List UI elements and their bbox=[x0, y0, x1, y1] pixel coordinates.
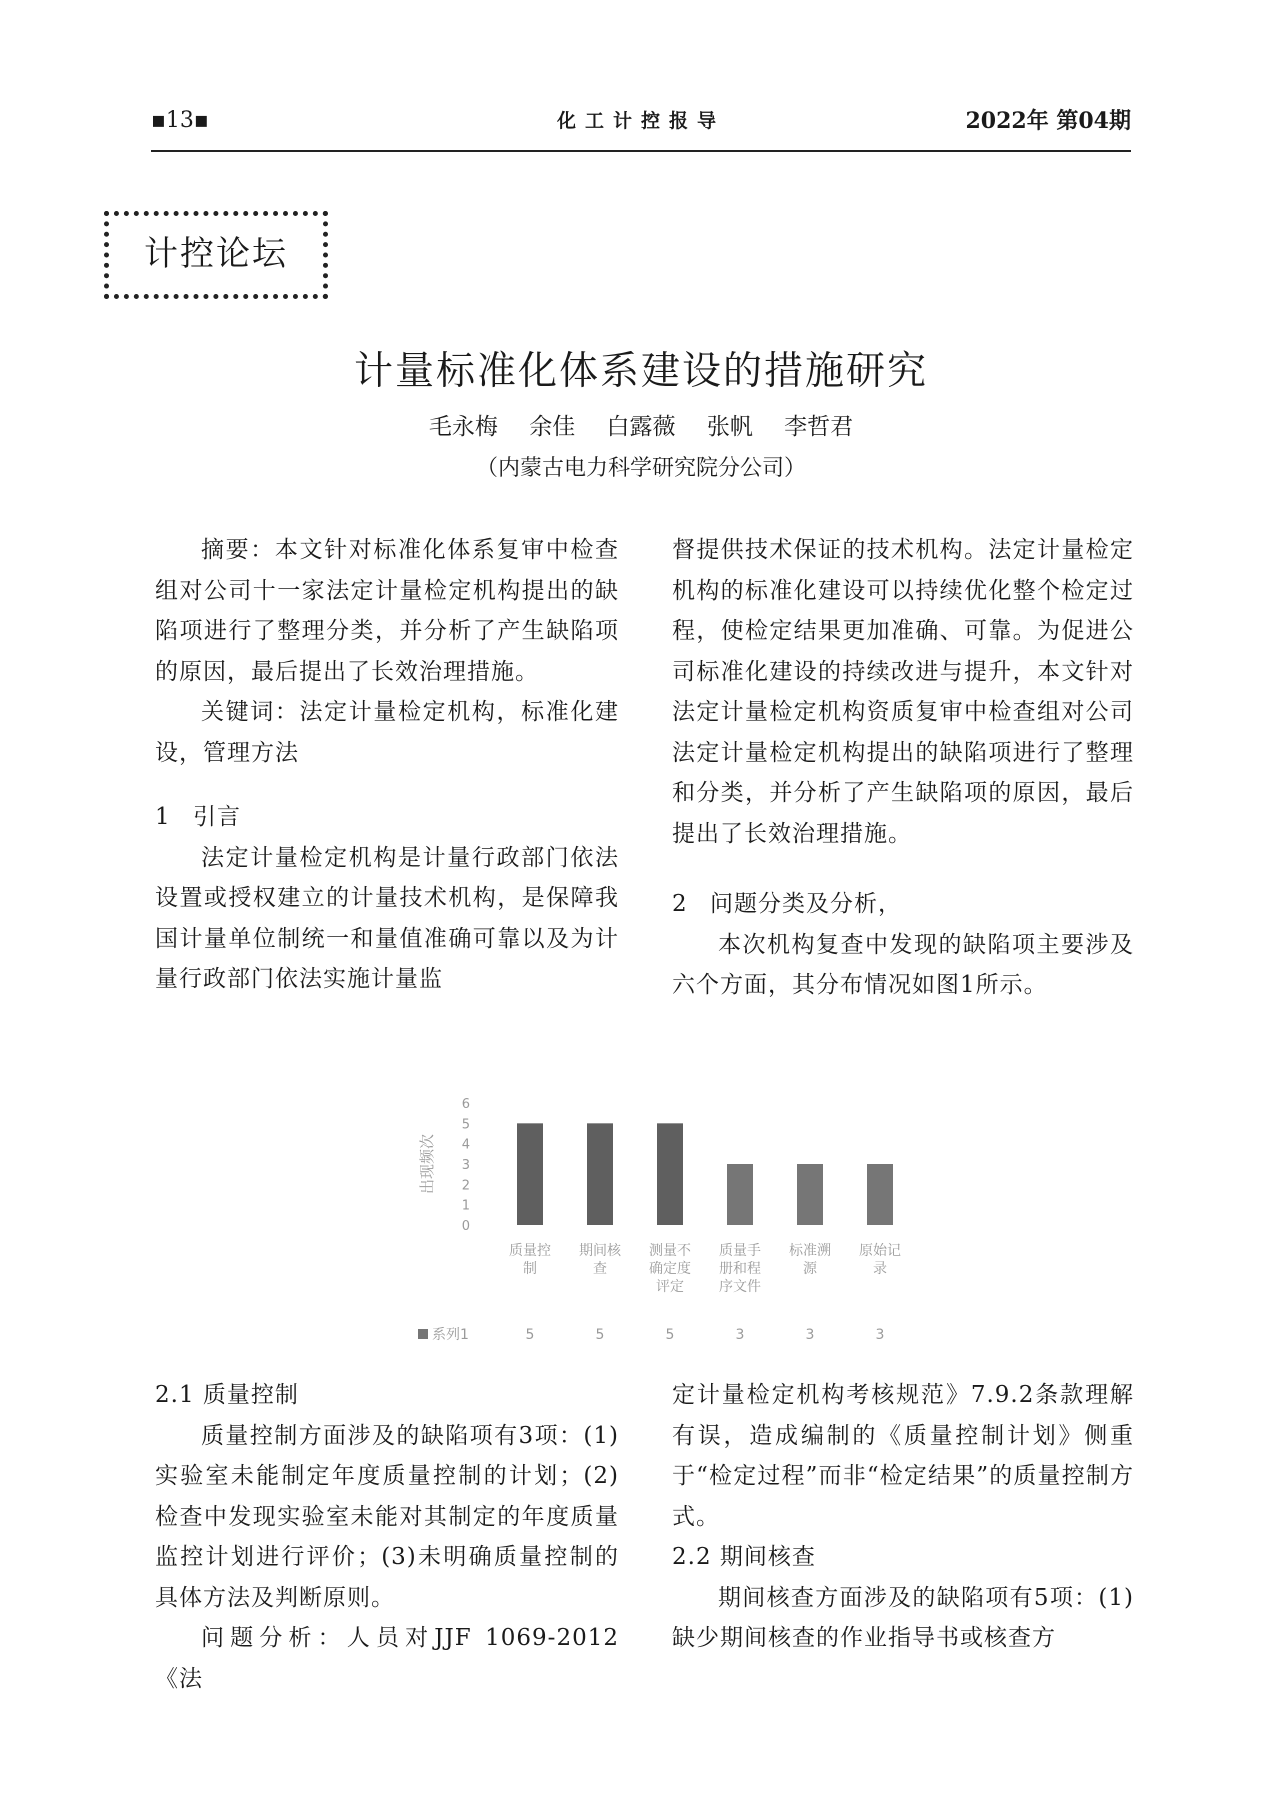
data-table-value: 3 bbox=[875, 1327, 885, 1343]
journal-name: 化工计控报导 bbox=[556, 110, 725, 132]
section-2-1-analysis: 问题分析：人员对JJF 1069-2012《法 bbox=[155, 1625, 619, 1692]
article-title: 计量标准化体系建设的措施研究 bbox=[353, 349, 928, 394]
x-tick-label: 质量手 bbox=[719, 1243, 761, 1259]
x-tick-label: 期间核 bbox=[579, 1243, 621, 1259]
author: 毛永梅 bbox=[428, 414, 498, 440]
section-1-heading: 1 引言 bbox=[155, 804, 241, 830]
x-tick-label: 质量控 bbox=[509, 1243, 551, 1259]
y-tick-label: 2 bbox=[461, 1178, 470, 1194]
section-2-paragraph: 本次机构复查中发现的缺陷项主要涉及六个方面，其分布情况如图1所示。 bbox=[672, 931, 1134, 998]
section-2-2-heading: 2.2 期间核查 bbox=[672, 1544, 816, 1570]
section-2-1-paragraph: 质量控制方面涉及的缺陷项有3项：(1)实验室未能制定年度质量控制的计划；(2)检查中发现实验室未能对其制定的年度质量监控计划进行评价；(3)未明确质量控制的具体方法及判断原则。 bbox=[155, 1422, 619, 1611]
bar-chart bbox=[410, 1095, 930, 1365]
x-tick-label: 标准溯 bbox=[789, 1243, 831, 1259]
x-tick-label: 测量不 bbox=[649, 1243, 691, 1259]
y-tick-label: 0 bbox=[461, 1219, 470, 1234]
x-tick-label: 制 bbox=[523, 1261, 537, 1277]
affiliation: （内蒙古电力科学研究院分公司） bbox=[475, 456, 806, 481]
x-tick-label: 查 bbox=[593, 1261, 607, 1277]
bar bbox=[727, 1164, 753, 1225]
data-table-value: 5 bbox=[595, 1327, 605, 1343]
x-tick-label: 序文件 bbox=[719, 1279, 761, 1295]
y-tick-label: 5 bbox=[461, 1117, 470, 1133]
legend-label: 系列1 bbox=[432, 1327, 469, 1343]
section-1-paragraph-continued: 督提供技术保证的技术机构。法定计量检定机构的标准化建设可以持续优化整个检定过程，使检定结果更加准确、可靠。为促进公司标准化建设的持续改进与提升，本文针对法定计量检定机构资质复审中检查组对公司法定计量检定机构提出的缺陷项进行了整理和分类，并分析了产生缺陷项的原因，最后提出了长效治理措施。 bbox=[672, 537, 1134, 847]
y-tick-label: 6 bbox=[461, 1097, 470, 1112]
bar bbox=[867, 1164, 893, 1225]
abstract: 摘要：本文针对标准化体系复审中检查组对公司十一家法定计量检定机构提出的缺陷项进行了整理分类，并分析了产生缺陷项的原因，最后提出了长效治理措施。 bbox=[155, 537, 619, 685]
page-number: ▪13▪ bbox=[151, 108, 209, 133]
y-tick-label: 4 bbox=[461, 1137, 470, 1153]
right-column bbox=[672, 530, 1134, 1006]
x-tick-label: 评定 bbox=[656, 1279, 684, 1295]
bar bbox=[517, 1123, 543, 1225]
issue-label: 2022年 第04期 bbox=[965, 108, 1131, 134]
header-rule bbox=[151, 150, 1131, 152]
data-table-value: 5 bbox=[665, 1327, 675, 1343]
left-column bbox=[155, 530, 619, 1000]
bar bbox=[657, 1123, 683, 1225]
data-table-value: 3 bbox=[735, 1327, 745, 1343]
x-tick-label: 原始记 bbox=[859, 1243, 901, 1259]
section-2-1-analysis-continued: 定计量检定机构考核规范》7.9.2条款理解有误，造成编制的《质量控制计划》侧重于“检定过程”而非“检定结果”的质量控制方式。 bbox=[672, 1382, 1134, 1530]
legend-swatch bbox=[418, 1329, 428, 1339]
data-table-value: 5 bbox=[525, 1327, 535, 1343]
section-2-heading: 2 问题分类及分析， bbox=[672, 891, 902, 917]
y-tick-label: 1 bbox=[461, 1198, 470, 1214]
section-1-paragraph: 法定计量检定机构是计量行政部门依法设置或授权建立的计量技术机构，是保障我国计量单位制统一和量值准确可靠以及为计量行政部门依法实施计量监 bbox=[155, 844, 619, 992]
bar bbox=[587, 1123, 613, 1225]
data-table-value: 3 bbox=[805, 1327, 815, 1343]
y-axis-label: 出现频次 bbox=[418, 1133, 436, 1195]
x-tick-label: 源 bbox=[803, 1261, 817, 1277]
section-label: 计控论坛 bbox=[144, 234, 288, 274]
section-2-1-heading: 2.1 质量控制 bbox=[155, 1382, 299, 1408]
author: 白露薇 bbox=[606, 414, 676, 440]
bar bbox=[797, 1164, 823, 1225]
x-tick-label: 确定度 bbox=[649, 1261, 691, 1277]
right-column-lower bbox=[672, 1375, 1134, 1659]
section-2-2-paragraph: 期间核查方面涉及的缺陷项有5项：(1)缺少期间核查的作业指导书或核查方 bbox=[672, 1584, 1134, 1651]
x-tick-label: 册和程 bbox=[719, 1261, 761, 1277]
author: 余佳 bbox=[529, 414, 576, 440]
author: 张帆 bbox=[706, 414, 753, 440]
left-column-lower bbox=[155, 1375, 619, 1699]
y-tick-label: 3 bbox=[461, 1158, 470, 1173]
author: 李哲君 bbox=[784, 414, 854, 440]
keywords: 关键词：法定计量检定机构，标准化建设，管理方法 bbox=[155, 699, 619, 766]
figure-1-chart bbox=[410, 1095, 930, 1365]
x-tick-label: 录 bbox=[873, 1261, 887, 1277]
author-list bbox=[0, 410, 1282, 444]
